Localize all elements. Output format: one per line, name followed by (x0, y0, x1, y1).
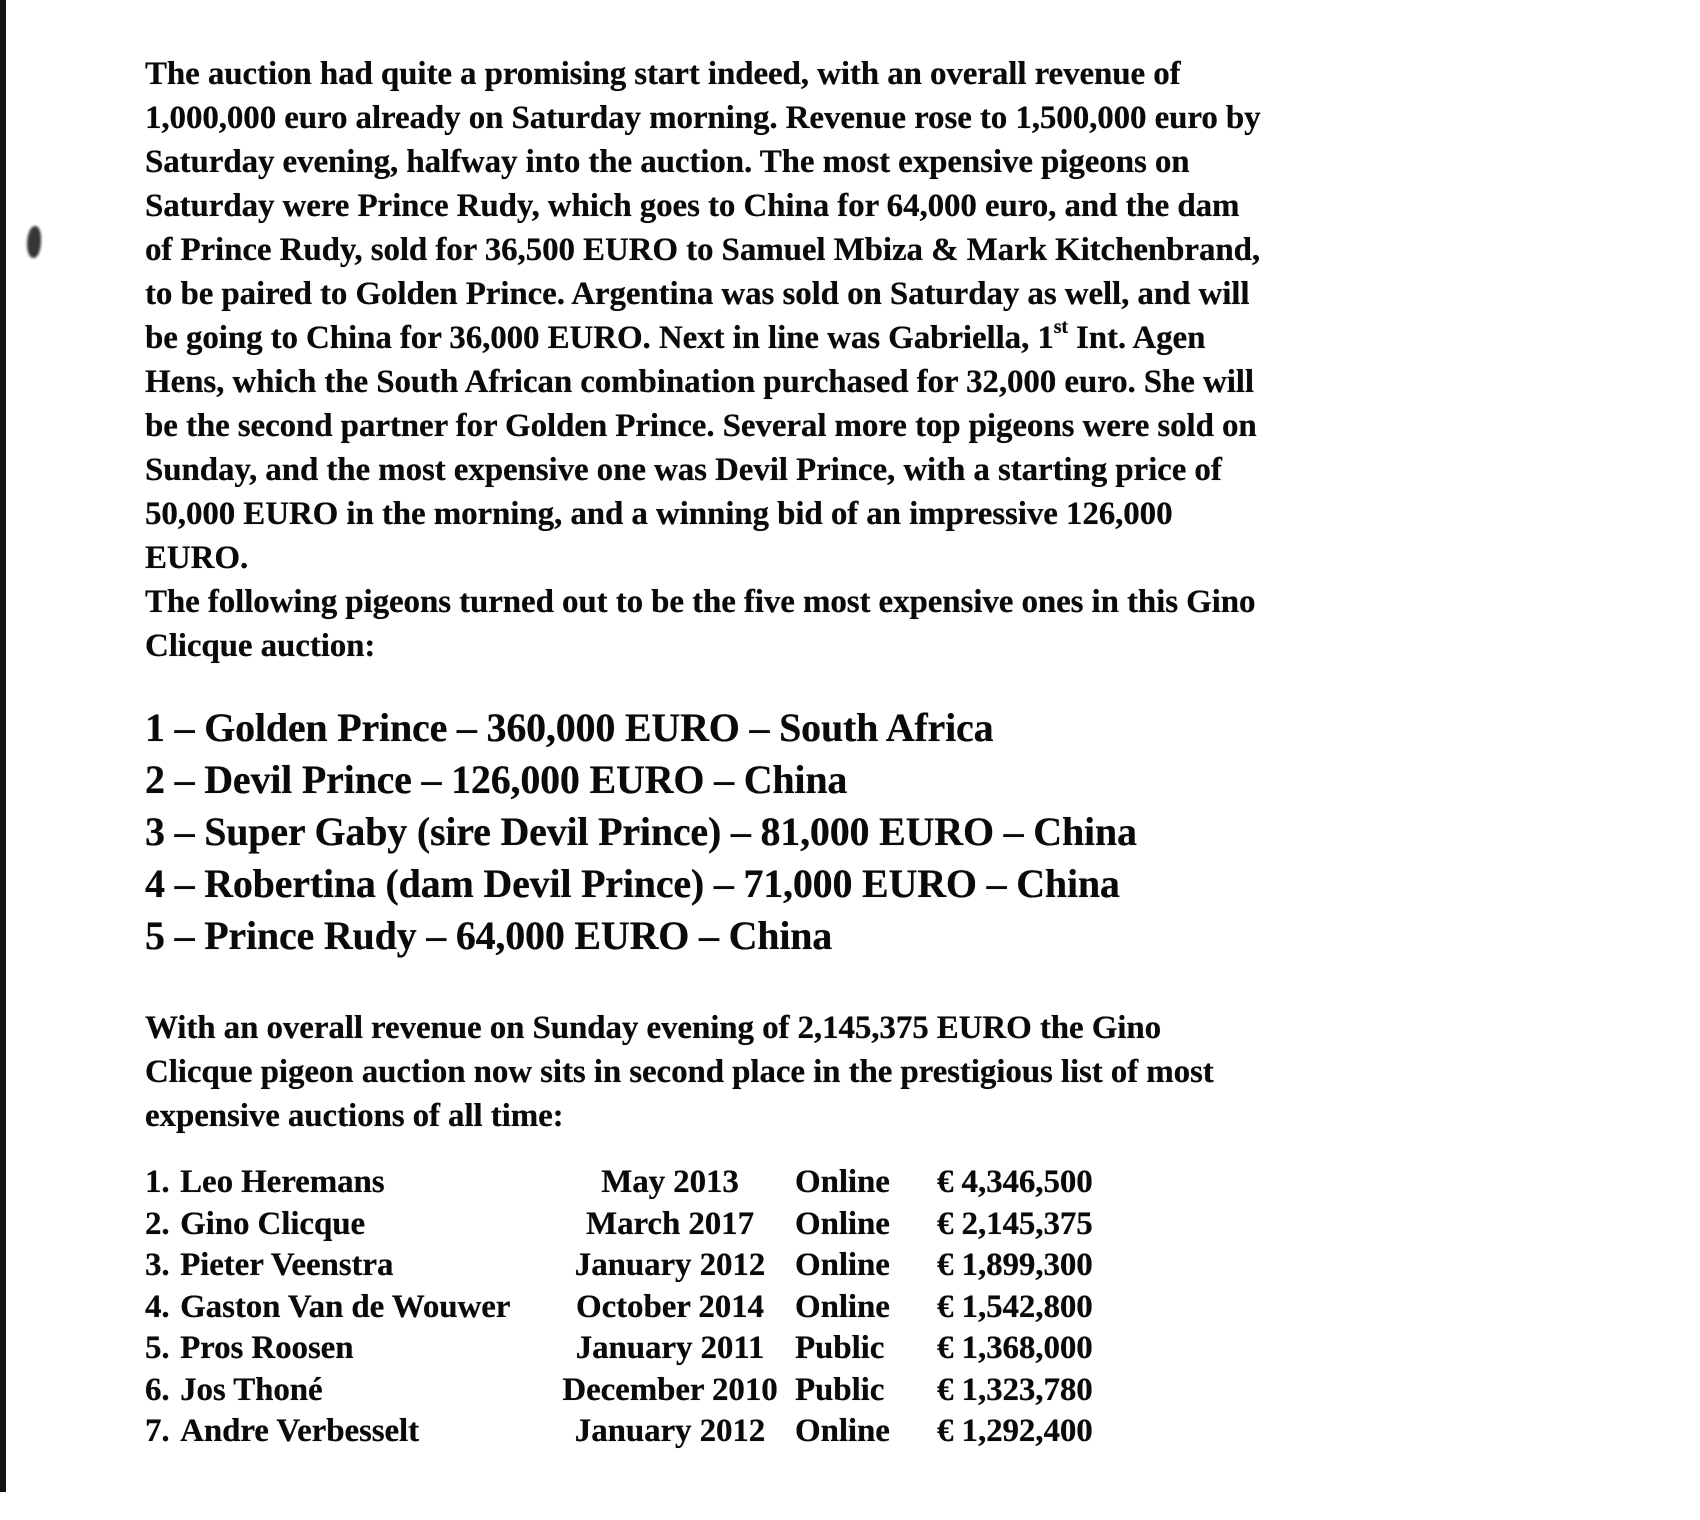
auction-ranking-row (145, 1287, 1660, 1329)
text-line: The following pigeons turned out to be the five most expensive ones in this Gino (145, 584, 1256, 620)
text-line: Sunday, and the most expensive one was Devil Prince, with a starting price of (145, 452, 1222, 488)
text-line: Hens, which the South African combination purchased for 32,000 euro. She will (145, 364, 1254, 400)
intro-paragraph (145, 52, 1660, 668)
scan-smudge (27, 226, 41, 258)
top-pigeon-item: 3 – Super Gaby (sire Devil Prince) – 81,000 EURO – China (145, 809, 1137, 854)
auction-channel: Public (795, 1330, 885, 1366)
auction-rank-and-name (145, 1204, 545, 1246)
auction-rank-and-name (145, 1162, 545, 1204)
auction-date: January 2011 (575, 1330, 765, 1366)
auctioneer-name: Pieter Veenstra (180, 1247, 394, 1283)
rank-number: 3. (145, 1247, 170, 1283)
auction-amount: € 1,899,300 (937, 1247, 1093, 1283)
top-pigeons-list (145, 702, 1660, 962)
auction-amount: € 1,368,000 (937, 1330, 1093, 1366)
auction-date: January 2012 (574, 1413, 766, 1449)
auctioneer-name: Gaston Van de Wouwer (180, 1288, 511, 1325)
auction-amount: € 1,323,780 (937, 1371, 1093, 1408)
auction-amount: € 1,542,800 (937, 1288, 1093, 1325)
text-line: Saturday were Prince Rudy, which goes to China for 64,000 euro, and the dam (145, 188, 1240, 224)
auction-ranking-row (145, 1245, 1660, 1287)
auction-date: March 2017 (586, 1205, 754, 1242)
auction-rank-and-name (145, 1328, 545, 1370)
text-line: 1,000,000 euro already on Saturday morning. Revenue rose to 1,500,000 euro by (145, 100, 1261, 136)
top-pigeon-item: 4 – Robertina (dam Devil Prince) – 71,000 EURO – China (145, 861, 1120, 906)
rank-number: 7. (145, 1413, 170, 1449)
text-line: Saturday evening, halfway into the auction. The most expensive pigeons on (145, 144, 1190, 180)
auctioneer-name: Jos Thoné (180, 1371, 323, 1408)
auction-ranking-row (145, 1411, 1660, 1453)
auction-rankings-list (145, 1162, 1660, 1453)
auction-ranking-row (145, 1328, 1660, 1370)
revenue-paragraph (145, 1006, 1660, 1138)
rank-number: 1. (145, 1164, 170, 1200)
text-line: expensive auctions of all time: (145, 1098, 564, 1134)
top-pigeon-item: 1 – Golden Prince – 360,000 EURO – South Africa (145, 705, 994, 750)
text-line: Clicque pigeon auction now sits in second place in the prestigious list of most (145, 1054, 1214, 1090)
top-pigeon-item: 5 – Prince Rudy – 64,000 EURO – China (145, 913, 833, 958)
text-line: With an overall revenue on Sunday evening of 2,145,375 EURO the Gino (145, 1010, 1161, 1046)
rank-number: 6. (145, 1371, 170, 1408)
auctioneer-name: Andre Verbesselt (180, 1413, 419, 1449)
auctioneer-name: Pros Roosen (180, 1330, 354, 1366)
text-line: Clicque auction: (145, 628, 376, 664)
auctioneer-name: Gino Clicque (180, 1205, 366, 1242)
text-line: EURO. (145, 540, 249, 576)
auction-ranking-row (145, 1204, 1660, 1246)
auction-channel: Online (795, 1164, 890, 1200)
rank-number: 2. (145, 1205, 170, 1242)
auction-amount: € 2,145,375 (937, 1205, 1093, 1242)
auction-channel: Online (795, 1413, 890, 1449)
rank-number: 5. (145, 1330, 170, 1366)
auction-ranking-row (145, 1162, 1660, 1204)
auction-rank-and-name (145, 1411, 545, 1453)
scan-edge-line (0, 0, 6, 1492)
auction-channel: Online (795, 1288, 890, 1325)
auction-channel: Public (795, 1371, 885, 1408)
rank-number: 4. (145, 1288, 170, 1325)
auction-rank-and-name (145, 1370, 545, 1412)
auction-date: December 2010 (562, 1371, 778, 1408)
text-line: to be paired to Golden Prince. Argentina was sold on Saturday as well, and will (145, 276, 1250, 312)
auction-rank-and-name (145, 1287, 545, 1329)
top-pigeon-item: 2 – Devil Prince – 126,000 EURO – China (145, 757, 848, 802)
auction-date: May 2013 (601, 1164, 739, 1200)
auction-channel: Online (795, 1247, 890, 1283)
auction-ranking-row (145, 1370, 1660, 1412)
auction-date: October 2014 (576, 1288, 764, 1325)
text-line: be the second partner for Golden Prince. Several more top pigeons were sold on (145, 408, 1257, 444)
text-line: be going to China for 36,000 EURO. Next in line was Gabriella, 1st Int. Agen (145, 316, 1206, 356)
text-line: of Prince Rudy, sold for 36,500 EURO to Samuel Mbiza & Mark Kitchenbrand, (145, 232, 1261, 268)
text-line: The auction had quite a promising start indeed, with an overall revenue of (145, 56, 1181, 92)
auctioneer-name: Leo Heremans (180, 1164, 385, 1200)
auction-rank-and-name (145, 1245, 545, 1287)
auction-channel: Online (795, 1205, 890, 1242)
auction-amount: € 4,346,500 (937, 1164, 1093, 1200)
document-content (145, 52, 1660, 1453)
auction-date: January 2012 (574, 1247, 766, 1283)
text-line: 50,000 EURO in the morning, and a winning bid of an impressive 126,000 (145, 496, 1173, 532)
auction-amount: € 1,292,400 (937, 1413, 1093, 1449)
